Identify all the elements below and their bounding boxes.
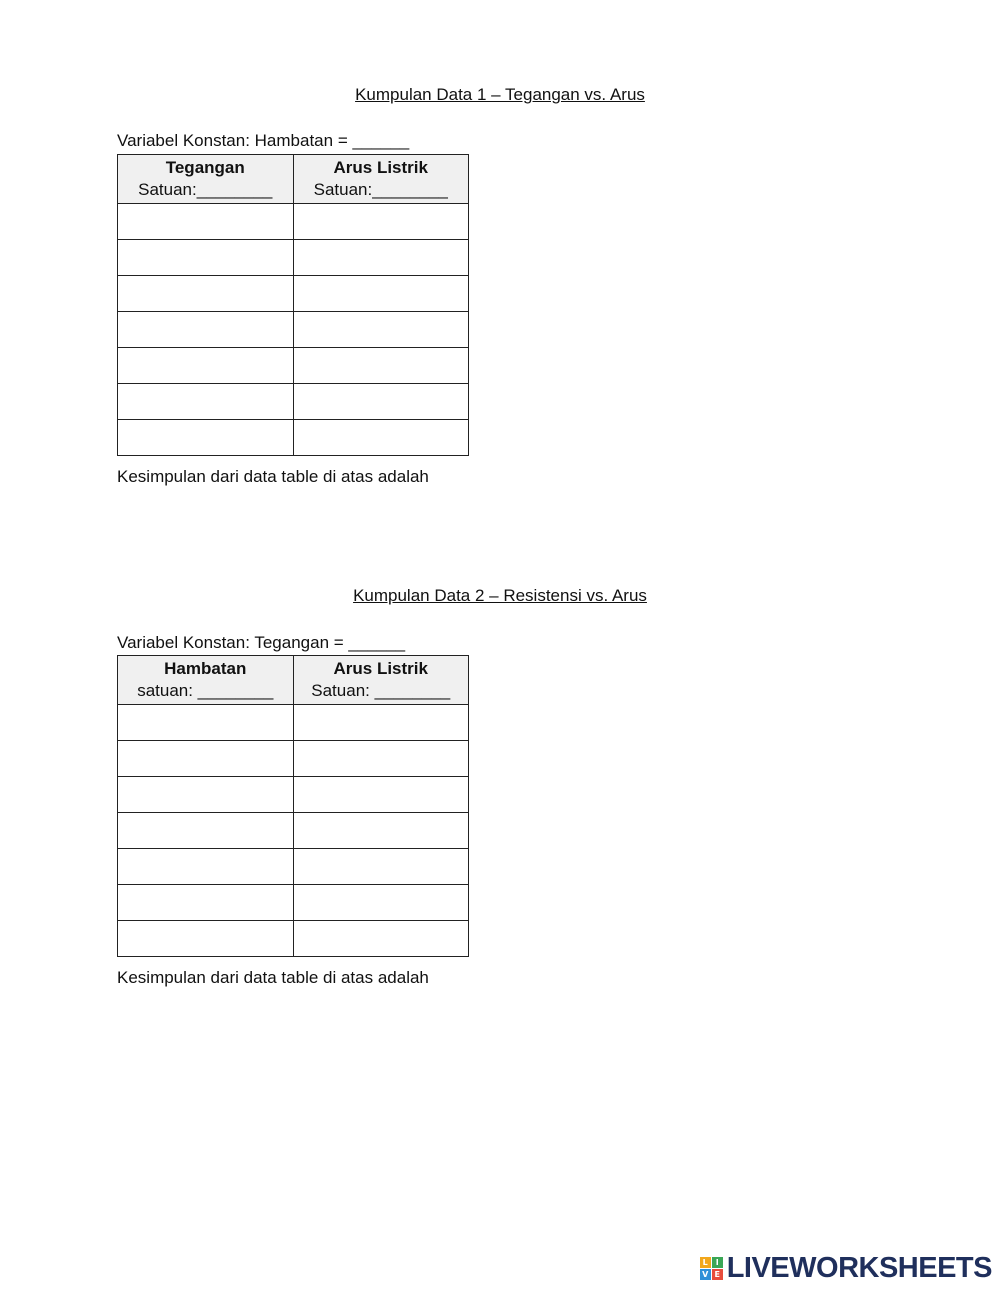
table-cell[interactable] [118, 849, 294, 885]
section1-header-col1 [118, 155, 294, 204]
section1-data-table [117, 154, 469, 456]
table-cell[interactable] [293, 204, 469, 240]
section2-col2-unit: Satuan: ________ [311, 681, 451, 700]
table-cell[interactable] [293, 921, 469, 957]
section1-title: Kumpulan Data 1 – Tegangan vs. Arus [355, 85, 645, 104]
section1-col1-unit: Satuan:________ [138, 180, 273, 199]
section2-col1-title: Hambatan [164, 659, 247, 678]
table-cell[interactable] [118, 204, 294, 240]
table-cell[interactable] [293, 240, 469, 276]
section1-col2-title: Arus Listrik [333, 158, 428, 177]
section1-col1-title: Tegangan [165, 158, 245, 177]
table-cell[interactable] [118, 921, 294, 957]
table-cell[interactable] [293, 420, 469, 456]
table-row [118, 420, 469, 456]
section1-col2-unit: Satuan:________ [313, 180, 448, 199]
liveworksheets-logo-icon [700, 1257, 723, 1280]
table-row [118, 240, 469, 276]
table-row [118, 204, 469, 240]
table-cell[interactable] [118, 885, 294, 921]
table-cell[interactable] [293, 813, 469, 849]
section1-header-col2 [293, 155, 469, 204]
table-cell[interactable] [118, 705, 294, 741]
table-cell[interactable] [293, 885, 469, 921]
table-row [118, 312, 469, 348]
table-cell[interactable] [293, 312, 469, 348]
section2-constant-variable: Variabel Konstan: Tegangan = ______ [117, 633, 406, 652]
section2-col2-title: Arus Listrik [333, 659, 428, 678]
table-cell[interactable] [118, 312, 294, 348]
section2-title: Kumpulan Data 2 – Resistensi vs. Arus [353, 586, 647, 605]
liveworksheets-brand [700, 1252, 992, 1285]
section1-conclusion: Kesimpulan dari data table di atas adalah [117, 467, 429, 486]
table-row [118, 921, 469, 957]
table-cell[interactable] [293, 705, 469, 741]
table-cell[interactable] [293, 348, 469, 384]
table-cell[interactable] [118, 741, 294, 777]
table-row [118, 777, 469, 813]
logo-tile: L [700, 1257, 711, 1268]
table-cell[interactable] [118, 240, 294, 276]
table-cell[interactable] [293, 384, 469, 420]
table-row [118, 384, 469, 420]
brand-wordmark: LIVEWORKSHEETS [726, 1252, 992, 1284]
table-cell[interactable] [293, 849, 469, 885]
section2-header-col1 [118, 656, 294, 705]
table-cell[interactable] [118, 813, 294, 849]
table-row [118, 348, 469, 384]
section2-data-table [117, 655, 469, 957]
section2-col1-unit: satuan: ________ [137, 681, 274, 700]
table-row [118, 276, 469, 312]
table-row [118, 813, 469, 849]
section2-conclusion: Kesimpulan dari data table di atas adalah [117, 968, 429, 987]
section1-constant-variable: Variabel Konstan: Hambatan = ______ [117, 131, 410, 150]
table-cell[interactable] [118, 384, 294, 420]
logo-tile: E [712, 1269, 723, 1280]
logo-tile: V [700, 1269, 711, 1280]
table-cell[interactable] [293, 741, 469, 777]
table-row [118, 741, 469, 777]
table-cell[interactable] [118, 348, 294, 384]
table-row [118, 885, 469, 921]
table-cell[interactable] [118, 420, 294, 456]
table-cell[interactable] [293, 276, 469, 312]
section2-header-col2 [293, 656, 469, 705]
logo-tile: I [712, 1257, 723, 1268]
table-row [118, 705, 469, 741]
table-cell[interactable] [293, 777, 469, 813]
table-cell[interactable] [118, 276, 294, 312]
table-cell[interactable] [118, 777, 294, 813]
table-row [118, 849, 469, 885]
